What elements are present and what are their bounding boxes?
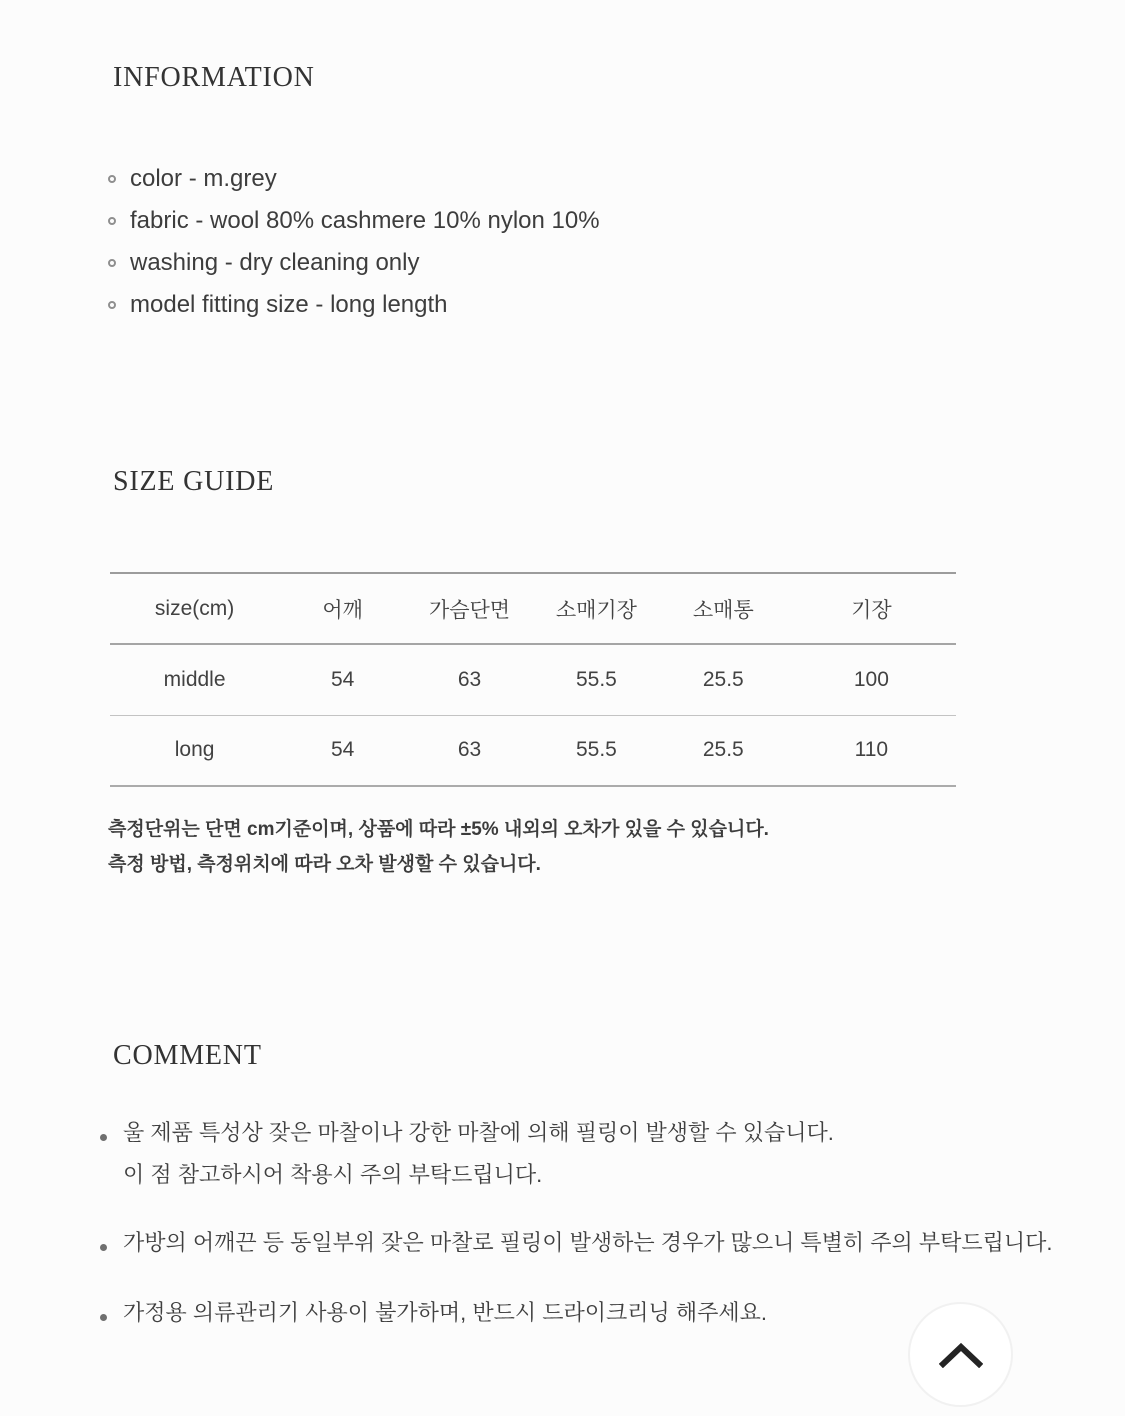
size-value: 55.5 — [575, 667, 617, 691]
list-item — [108, 158, 600, 200]
size-value: 54 — [330, 667, 355, 691]
table-row — [110, 644, 956, 715]
size-guide-notes — [108, 812, 769, 882]
size-value: 63 — [457, 667, 482, 691]
table-row — [110, 715, 956, 786]
information-heading: INFORMATION — [113, 62, 315, 93]
column-header: 기장 — [851, 598, 892, 622]
comment-line: 가정용 의류관리기 사용이 불가하며, 반드시 드라이크리닝 해주세요. — [123, 1300, 767, 1325]
info-item-label: model fitting size - long length — [130, 291, 448, 318]
size-guide-heading: SIZE GUIDE — [113, 466, 275, 497]
info-item-label: color - m.grey — [130, 165, 277, 192]
size-value: 100 — [853, 667, 889, 691]
bullet-icon — [108, 259, 116, 267]
column-header: 소매기장 — [555, 598, 637, 622]
list-item — [108, 200, 600, 242]
comment-item — [123, 1292, 767, 1334]
bullet-icon — [100, 1314, 107, 1321]
bullet-icon — [100, 1134, 107, 1141]
size-value: 63 — [457, 738, 482, 762]
comment-item — [123, 1222, 1053, 1264]
list-item — [108, 284, 600, 326]
comment-line: 가방의 어깨끈 등 동일부위 잦은 마찰로 필링이 발생하는 경우가 많으니 특별히 주의 부탁드립니다. — [123, 1230, 1053, 1255]
size-value: 25.5 — [702, 667, 744, 691]
comment-line: 이 점 참고하시어 착용시 주의 부탁드립니다. — [123, 1162, 543, 1187]
bullet-icon — [108, 301, 116, 309]
column-header: 소매통 — [692, 598, 754, 622]
size-label: long — [174, 738, 215, 762]
comment-item — [123, 1112, 834, 1196]
column-header: 가슴단면 — [428, 598, 511, 622]
bullet-icon — [100, 1244, 107, 1251]
bullet-icon — [108, 217, 116, 225]
list-item — [108, 242, 600, 284]
comment-line: 울 제품 특성상 잦은 마찰이나 강한 마찰에 의해 필링이 발생할 수 있습니다. — [123, 1120, 834, 1145]
column-header: size(cm) — [154, 596, 235, 620]
comment-heading: COMMENT — [113, 1040, 262, 1071]
size-value: 55.5 — [575, 738, 617, 762]
note-line: 측정 방법, 측정위치에 따라 오차 발생할 수 있습니다. — [108, 854, 541, 875]
info-item-label: fabric - wool 80% cashmere 10% nylon 10% — [130, 207, 600, 234]
scroll-to-top-button[interactable] — [908, 1302, 1013, 1407]
bullet-icon — [108, 175, 116, 183]
table-header-row — [110, 573, 956, 644]
size-guide-table — [110, 572, 956, 787]
column-header: 어깨 — [322, 598, 363, 622]
size-label: middle — [163, 667, 226, 691]
note-line: 측정단위는 단면 cm기준이며, 상품에 따라 ±5% 내외의 오차가 있을 수 있습니다. — [108, 819, 769, 840]
size-value: 25.5 — [702, 738, 744, 762]
chevron-up-icon — [939, 1342, 983, 1368]
size-value: 110 — [854, 738, 889, 762]
info-item-label: washing - dry cleaning only — [130, 249, 420, 276]
information-list — [108, 158, 600, 326]
size-value: 54 — [330, 738, 355, 762]
